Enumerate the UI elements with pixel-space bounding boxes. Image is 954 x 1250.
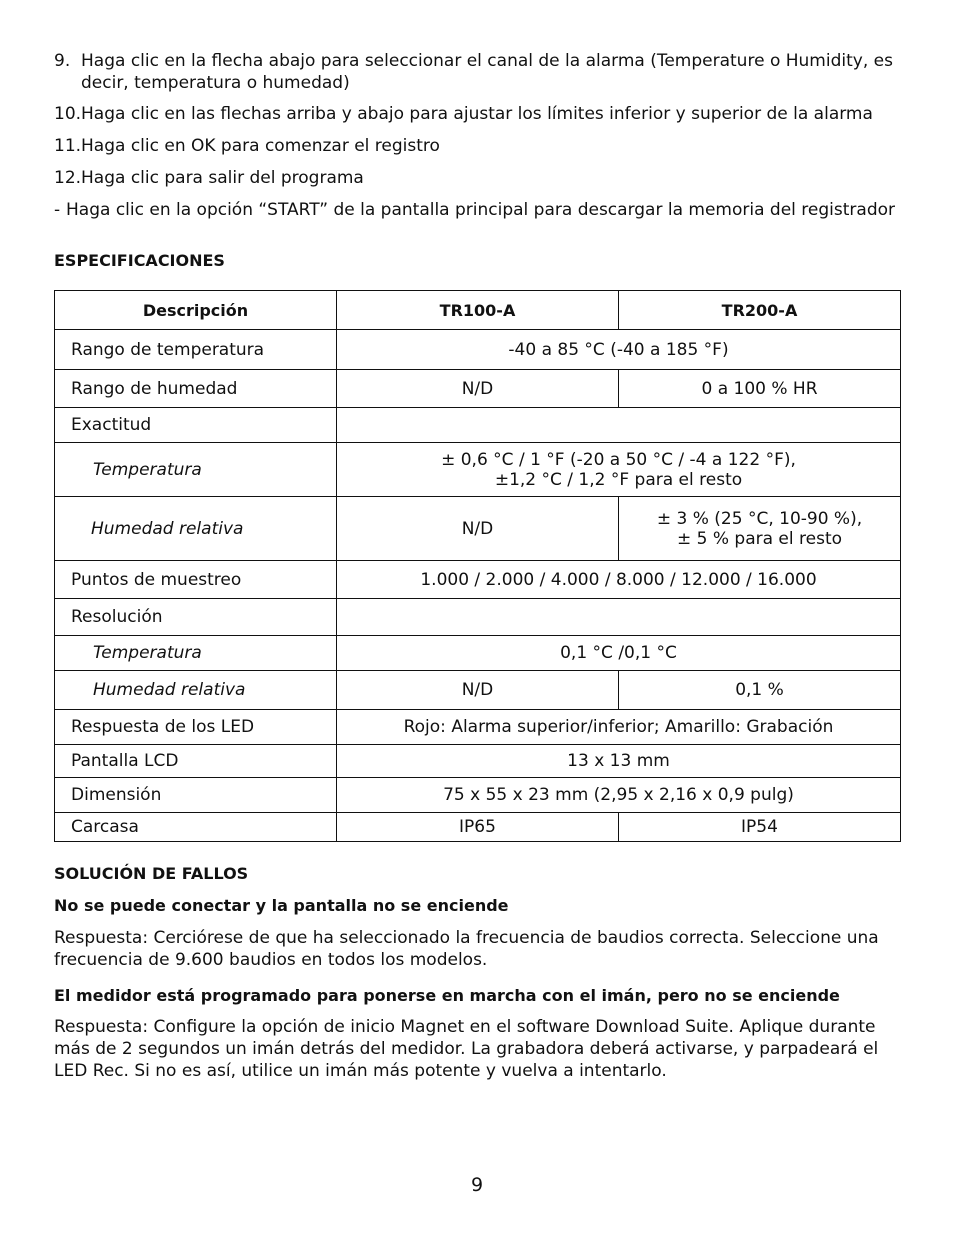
row-value: 75 x 55 x 23 mm (2,95 x 2,16 x 0,9 pulg)	[337, 778, 901, 813]
table-row	[55, 599, 901, 636]
list-item	[54, 199, 900, 221]
answer-paragraph: Respuesta: Configure la opción de inicio Magnet en el software Download Suite. Aplique durante más de 2 segundos un imán detrás del medidor. La grabadora deberá activarse, y parpadeará el LED Rec. Si no es así, utilice un imán más potente y vuelva a intentarlo.	[54, 1017, 879, 1081]
row-value-tr100a: IP65	[337, 813, 619, 842]
row-label: Puntos de muestreo	[55, 561, 337, 599]
list-text: Haga clic en la opción “START” de la pantalla principal para descargar la memoria del registrador	[66, 200, 895, 220]
list-number: 10.	[54, 104, 82, 124]
row-label: Pantalla LCD	[55, 745, 337, 778]
header-description: Descripción	[55, 291, 337, 330]
row-label: Resolución	[55, 599, 337, 636]
row-value-tr200a: IP54	[619, 813, 901, 842]
row-value: -40 a 85 °C (-40 a 185 °F)	[337, 330, 901, 370]
table-row	[55, 330, 901, 370]
section-heading-specs: ESPECIFICACIONES	[54, 251, 225, 270]
row-value-empty	[337, 408, 901, 443]
question-heading: El medidor está programado para ponerse en marcha con el imán, pero no se enciende	[54, 986, 840, 1005]
answer-paragraph: Respuesta: Cerciórese de que ha seleccionado la frecuencia de baudios correcta. Seleccione una frecuencia de 9.600 baudios en todos los modelos.	[54, 928, 879, 970]
header-tr200a: TR200-A	[619, 291, 901, 330]
row-label: Rango de humedad	[55, 370, 337, 408]
list-item	[54, 50, 900, 94]
table-row	[55, 813, 901, 842]
list-number: 9.	[54, 51, 71, 71]
row-value-tr100a: N/D	[337, 671, 619, 710]
list-text: Haga clic en la flecha abajo para seleccionar el canal de la alarma (Temperature o Humidity, es decir, temperatura o humedad)	[81, 51, 893, 93]
row-sublabel: Temperatura	[55, 443, 337, 497]
list-text: Haga clic en OK para comenzar el registro	[81, 136, 440, 156]
table-row	[55, 561, 901, 599]
table-row	[55, 370, 901, 408]
row-value: 13 x 13 mm	[337, 745, 901, 778]
row-value: 0,1 °C /0,1 °C	[337, 636, 901, 671]
row-sublabel: Humedad relativa	[55, 671, 337, 710]
row-value	[337, 443, 901, 497]
list-dash: -	[54, 200, 61, 220]
header-tr100a: TR100-A	[337, 291, 619, 330]
row-sublabel: Temperatura	[55, 636, 337, 671]
question-heading: No se puede conectar y la pantalla no se enciende	[54, 896, 509, 915]
spec-table	[54, 290, 901, 842]
document-page	[54, 50, 900, 1082]
row-value: 1.000 / 2.000 / 4.000 / 8.000 / 12.000 / 16.000	[337, 561, 901, 599]
section-heading-troubleshooting: SOLUCIÓN DE FALLOS	[54, 864, 249, 883]
page-number: 9	[470, 1174, 484, 1196]
table-row	[55, 443, 901, 497]
row-value-tr100a: N/D	[337, 370, 619, 408]
row-value-line: ±1,2 °C / 1,2 °F para el resto	[494, 469, 743, 490]
row-label: Dimensión	[55, 778, 337, 813]
list-number: 12.	[54, 168, 82, 188]
row-label: Carcasa	[55, 813, 337, 842]
list-item	[54, 167, 900, 189]
list-number: 11.	[54, 136, 82, 156]
row-label: Exactitud	[55, 408, 337, 443]
table-row	[55, 408, 901, 443]
row-value-tr100a: N/D	[337, 497, 619, 561]
table-row	[55, 636, 901, 671]
row-value-tr200a: 0 a 100 % HR	[619, 370, 901, 408]
row-value-empty	[337, 599, 901, 636]
table-header-row	[55, 291, 901, 330]
list-text: Haga clic para salir del programa	[81, 168, 364, 188]
row-label: Respuesta de los LED	[55, 710, 337, 745]
row-value-line: ± 0,6 °C / 1 °F (-20 a 50 °C / -4 a 122 °F),	[441, 449, 796, 470]
row-value: Rojo: Alarma superior/inferior; Amarillo: Grabación	[337, 710, 901, 745]
row-value-tr200a: 0,1 %	[619, 671, 901, 710]
row-sublabel: Humedad relativa	[55, 497, 337, 561]
row-value-line: ± 3 % (25 °C, 10-90 %),	[656, 508, 863, 529]
row-value-tr200a	[619, 497, 901, 561]
row-label: Rango de temperatura	[55, 330, 337, 370]
row-value-line: ± 5 % para el resto	[676, 528, 843, 549]
list-text: Haga clic en las flechas arriba y abajo para ajustar los límites inferior y superior de la alarma	[81, 104, 873, 124]
list-item	[54, 135, 900, 157]
table-row	[55, 778, 901, 813]
table-row	[55, 710, 901, 745]
table-row	[55, 497, 901, 561]
list-item	[54, 103, 900, 125]
table-row	[55, 745, 901, 778]
table-row	[55, 671, 901, 710]
